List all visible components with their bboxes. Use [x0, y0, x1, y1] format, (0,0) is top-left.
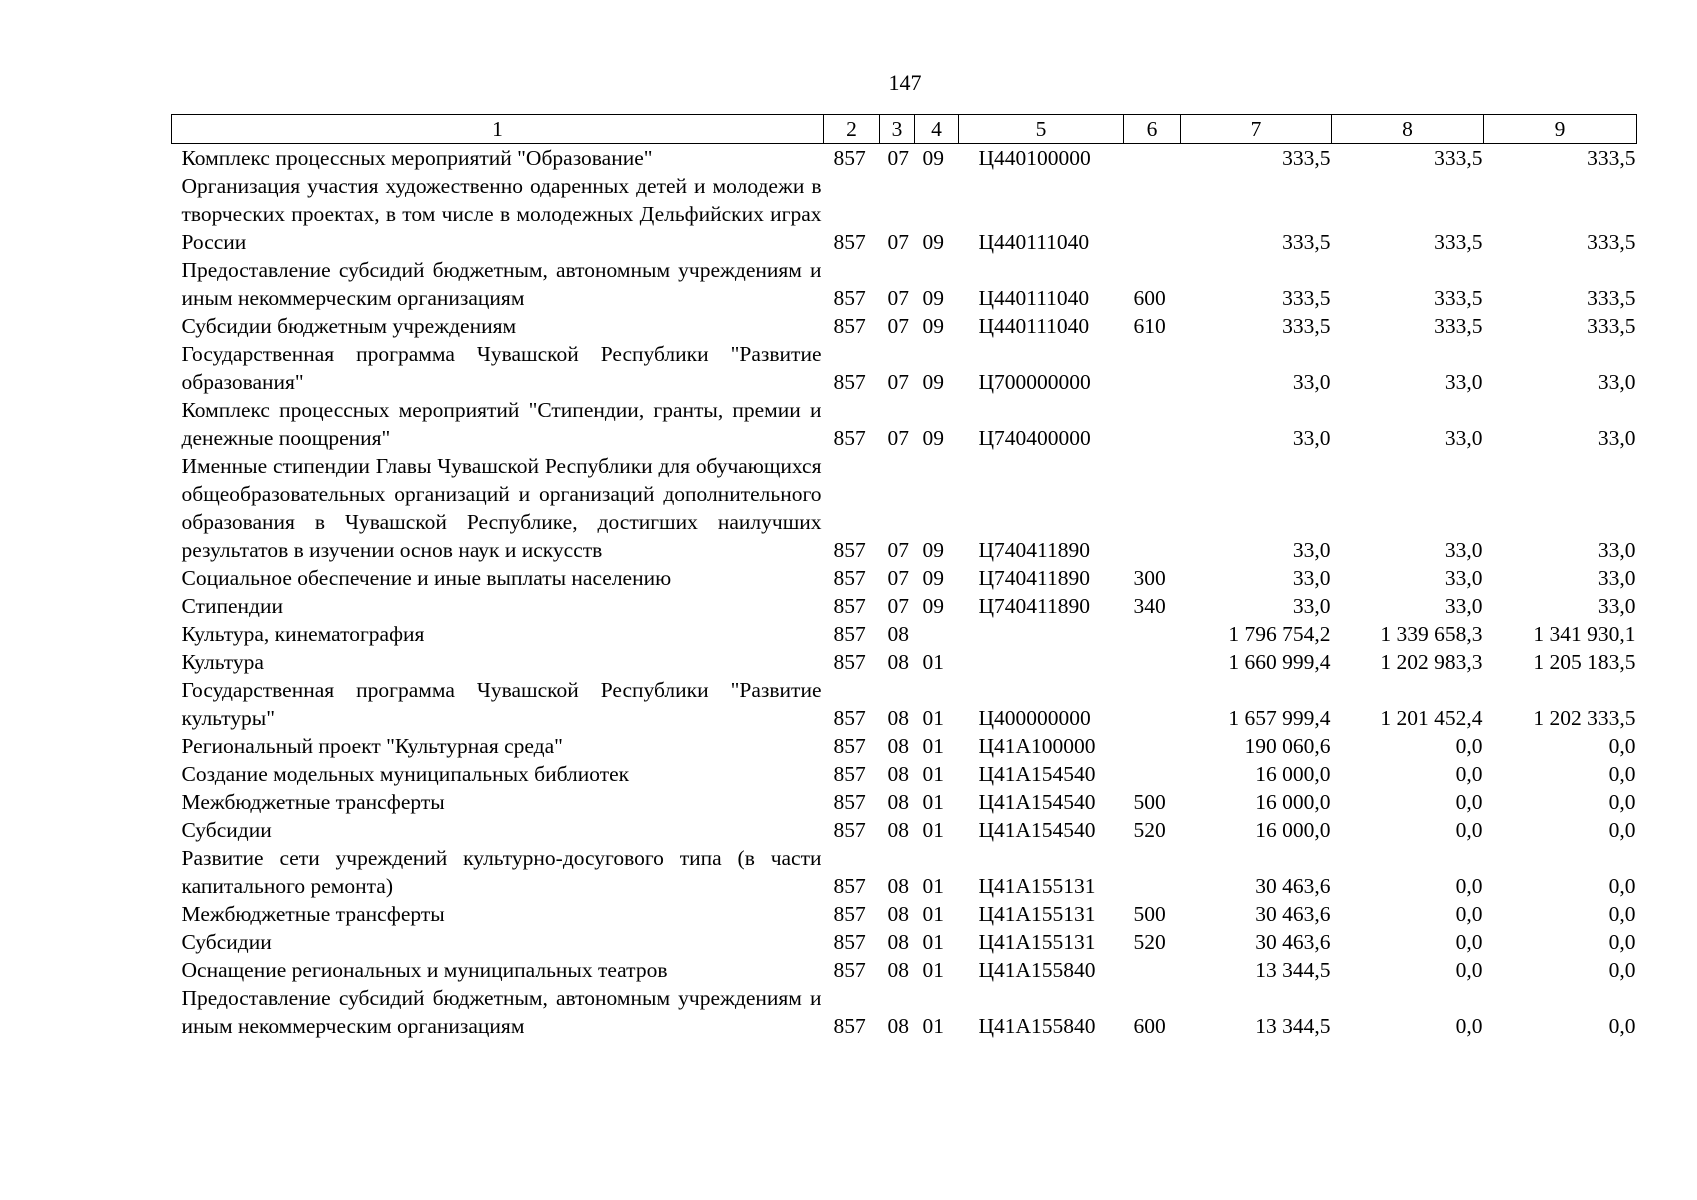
- amount-col-9: 0,0: [1608, 1014, 1636, 1038]
- expense-type-code: 600: [1133, 1014, 1166, 1038]
- header-cell-9: 9: [1484, 115, 1637, 144]
- table-row: [172, 928, 1637, 956]
- table-row: [172, 452, 1637, 564]
- header-cell-4: 4: [915, 115, 959, 144]
- header-cell-8: 8: [1332, 115, 1484, 144]
- budget-table-container: [171, 114, 1636, 1040]
- admin-code: 857: [833, 734, 866, 758]
- table-row: [172, 900, 1637, 928]
- subsection-code: 09: [922, 594, 944, 618]
- row-name: Государственная программа Чувашской Республики "Развитие культуры": [181, 678, 822, 730]
- subsection-code: 01: [922, 706, 944, 730]
- expense-type-code: [1124, 620, 1181, 648]
- amount-col-8: 333,5: [1434, 146, 1483, 170]
- amount-col-8: 33,0: [1444, 426, 1483, 450]
- row-name: Создание модельных муниципальных библиотек: [181, 762, 630, 786]
- header-cell-5: 5: [959, 115, 1124, 144]
- subsection-code: 09: [922, 538, 944, 562]
- section-code: 07: [887, 538, 909, 562]
- subsection-code: 09: [922, 370, 944, 394]
- amount-col-8: 0,0: [1455, 874, 1483, 898]
- admin-code: 857: [833, 286, 866, 310]
- admin-code: 857: [833, 930, 866, 954]
- expense-type-code: [1124, 340, 1181, 396]
- amount-col-8: 0,0: [1455, 818, 1483, 842]
- row-name: Комплекс процессных мероприятий "Стипендии, гранты, премии и денежные поощрения": [181, 398, 822, 450]
- amount-col-7: 33,0: [1292, 426, 1331, 450]
- admin-code: 857: [833, 706, 866, 730]
- admin-code: 857: [833, 818, 866, 842]
- amount-col-8: 1 202 983,3: [1380, 650, 1483, 674]
- admin-code: 857: [833, 146, 866, 170]
- expense-type-code: [1124, 956, 1181, 984]
- amount-col-7: 190 060,6: [1244, 734, 1331, 758]
- target-article-code: Ц41А155131: [978, 930, 1096, 954]
- target-article-code: [959, 648, 1124, 676]
- budget-table: [171, 114, 1637, 1040]
- table-row: [172, 172, 1637, 256]
- amount-col-9: 0,0: [1608, 902, 1636, 926]
- amount-col-7: 13 344,5: [1255, 1014, 1331, 1038]
- row-name: Оснащение региональных и муниципальных театров: [181, 958, 668, 982]
- section-code: 08: [887, 874, 909, 898]
- table-row: [172, 564, 1637, 592]
- amount-col-9: 0,0: [1608, 958, 1636, 982]
- amount-col-9: 0,0: [1608, 734, 1636, 758]
- amount-col-8: 0,0: [1455, 734, 1483, 758]
- target-article-code: Ц41А100000: [978, 734, 1096, 758]
- section-code: 08: [887, 762, 909, 786]
- row-name: Субсидии: [181, 930, 272, 954]
- row-name: Субсидии: [181, 818, 272, 842]
- expense-type-code: 600: [1133, 286, 1166, 310]
- target-article-code: Ц41А154540: [978, 818, 1096, 842]
- amount-col-9: 0,0: [1608, 874, 1636, 898]
- amount-col-9: 333,5: [1587, 286, 1636, 310]
- row-name: Комплекс процессных мероприятий "Образование": [181, 146, 653, 170]
- amount-col-8: 333,5: [1434, 314, 1483, 338]
- subsection-code: 01: [922, 734, 944, 758]
- section-code: 07: [887, 566, 909, 590]
- table-row: [172, 340, 1637, 396]
- table-row: [172, 844, 1637, 900]
- header-cell-1: 1: [172, 115, 824, 144]
- subsection-code: 09: [922, 146, 944, 170]
- target-article-code: Ц440111040: [978, 314, 1090, 338]
- subsection-code: 09: [922, 286, 944, 310]
- amount-col-7: 333,5: [1282, 230, 1331, 254]
- target-article-code: Ц400000000: [978, 706, 1091, 730]
- section-code: 07: [887, 230, 909, 254]
- subsection-code: 01: [922, 902, 944, 926]
- amount-col-9: 33,0: [1597, 370, 1636, 394]
- subsection-code: 01: [922, 650, 944, 674]
- amount-col-8: 0,0: [1455, 902, 1483, 926]
- admin-code: 857: [833, 230, 866, 254]
- table-row: [172, 144, 1637, 173]
- table-header: [172, 115, 1637, 144]
- amount-col-9: 333,5: [1587, 230, 1636, 254]
- expense-type-code: [1124, 648, 1181, 676]
- table-row: [172, 676, 1637, 732]
- table-row: [172, 788, 1637, 816]
- admin-code: 857: [833, 958, 866, 982]
- row-name: Социальное обеспечение и иные выплаты населению: [181, 566, 672, 590]
- amount-col-7: 13 344,5: [1255, 958, 1331, 982]
- target-article-code: Ц440111040: [978, 230, 1090, 254]
- amount-col-7: 33,0: [1292, 370, 1331, 394]
- section-code: 08: [887, 958, 909, 982]
- amount-col-7: 1 796 754,2: [1228, 622, 1331, 646]
- amount-col-7: 16 000,0: [1255, 818, 1331, 842]
- section-code: 08: [887, 650, 909, 674]
- amount-col-9: 0,0: [1608, 818, 1636, 842]
- expense-type-code: 610: [1133, 314, 1166, 338]
- amount-col-7: 333,5: [1282, 286, 1331, 310]
- header-cell-7: 7: [1181, 115, 1332, 144]
- section-code: 07: [887, 594, 909, 618]
- amount-col-8: 333,5: [1434, 230, 1483, 254]
- amount-col-8: 0,0: [1455, 790, 1483, 814]
- row-name: Стипендии: [181, 594, 283, 618]
- amount-col-9: 33,0: [1597, 594, 1636, 618]
- expense-type-code: [1124, 760, 1181, 788]
- admin-code: 857: [833, 566, 866, 590]
- target-article-code: Ц41А154540: [978, 790, 1096, 814]
- expense-type-code: [1124, 396, 1181, 452]
- admin-code: 857: [833, 762, 866, 786]
- section-code: 07: [887, 286, 909, 310]
- row-name: Организация участия художественно одаренных детей и молодежи в творческих проектах, в том числе в молодежных Дельфийских играх России: [181, 174, 822, 254]
- amount-col-8: 1 201 452,4: [1380, 706, 1483, 730]
- target-article-code: Ц41А155131: [978, 902, 1096, 926]
- table-row: [172, 312, 1637, 340]
- section-code: 08: [887, 818, 909, 842]
- amount-col-8: 33,0: [1444, 538, 1483, 562]
- amount-col-9: 1 341 930,1: [1533, 622, 1636, 646]
- target-article-code: Ц440111040: [978, 286, 1090, 310]
- target-article-code: Ц700000000: [978, 370, 1091, 394]
- target-article-code: Ц41А155840: [978, 958, 1096, 982]
- amount-col-8: 0,0: [1455, 762, 1483, 786]
- expense-type-code: 520: [1133, 818, 1166, 842]
- section-code: 07: [887, 146, 909, 170]
- table-row: [172, 732, 1637, 760]
- expense-type-code: 300: [1133, 566, 1166, 590]
- admin-code: 857: [833, 902, 866, 926]
- amount-col-8: 33,0: [1444, 594, 1483, 618]
- expense-type-code: [1124, 676, 1181, 732]
- header-cell-2: 2: [824, 115, 880, 144]
- amount-col-9: 0,0: [1608, 790, 1636, 814]
- amount-col-8: 0,0: [1455, 958, 1483, 982]
- section-code: 08: [887, 734, 909, 758]
- amount-col-8: 33,0: [1444, 566, 1483, 590]
- subsection-code: 01: [922, 1014, 944, 1038]
- amount-col-9: 333,5: [1587, 314, 1636, 338]
- amount-col-7: 33,0: [1292, 566, 1331, 590]
- target-article-code: Ц740400000: [978, 426, 1091, 450]
- amount-col-7: 333,5: [1282, 314, 1331, 338]
- table-row: [172, 396, 1637, 452]
- target-article-code: Ц740411890: [978, 594, 1090, 618]
- admin-code: 857: [833, 538, 866, 562]
- expense-type-code: [1124, 172, 1181, 256]
- admin-code: 857: [833, 370, 866, 394]
- amount-col-9: 0,0: [1608, 762, 1636, 786]
- target-article-code: Ц440100000: [978, 146, 1091, 170]
- admin-code: 857: [833, 594, 866, 618]
- admin-code: 857: [833, 874, 866, 898]
- subsection-code: 01: [922, 762, 944, 786]
- table-row: [172, 956, 1637, 984]
- section-code: 08: [887, 622, 909, 646]
- amount-col-7: 1 657 999,4: [1228, 706, 1331, 730]
- expense-type-code: 520: [1133, 930, 1166, 954]
- subsection-code: 01: [922, 818, 944, 842]
- amount-col-9: 33,0: [1597, 426, 1636, 450]
- admin-code: 857: [833, 1014, 866, 1038]
- page-number: 147: [888, 70, 922, 95]
- subsection-code: 01: [922, 790, 944, 814]
- row-name: Предоставление субсидий бюджетным, автономным учреждениям и иным некоммерческим организациям: [181, 986, 822, 1038]
- subsection-code: 09: [922, 426, 944, 450]
- admin-code: 857: [833, 314, 866, 338]
- row-name: Региональный проект "Культурная среда": [181, 734, 563, 758]
- expense-type-code: [1124, 732, 1181, 760]
- table-row: [172, 816, 1637, 844]
- subsection-code: 09: [922, 314, 944, 338]
- amount-col-8: 333,5: [1434, 286, 1483, 310]
- target-article-code: Ц740411890: [978, 566, 1090, 590]
- admin-code: 857: [833, 622, 866, 646]
- row-name: Именные стипендии Главы Чувашской Республики для обучающихся общеобразовательных организаций и организаций дополнительного образования в Чувашской Республике, достигших наилучших результатов в изучении основ наук и искусств: [181, 454, 822, 562]
- amount-col-7: 33,0: [1292, 538, 1331, 562]
- admin-code: 857: [833, 650, 866, 674]
- admin-code: 857: [833, 790, 866, 814]
- amount-col-7: 16 000,0: [1255, 790, 1331, 814]
- section-code: 07: [887, 370, 909, 394]
- target-article-code: Ц41А154540: [978, 762, 1096, 786]
- subsection-code: 01: [922, 930, 944, 954]
- header-cell-3: 3: [880, 115, 915, 144]
- table-row: [172, 592, 1637, 620]
- header-cell-6: 6: [1124, 115, 1181, 144]
- table-row: [172, 256, 1637, 312]
- table-row: [172, 620, 1637, 648]
- amount-col-8: 0,0: [1455, 1014, 1483, 1038]
- amount-col-9: 33,0: [1597, 566, 1636, 590]
- row-name: Культура: [181, 650, 264, 674]
- section-code: 08: [887, 706, 909, 730]
- amount-col-7: 30 463,6: [1255, 874, 1331, 898]
- section-code: 08: [887, 930, 909, 954]
- expense-type-code: [1124, 144, 1181, 173]
- expense-type-code: 500: [1133, 790, 1166, 814]
- target-article-code: Ц740411890: [978, 538, 1090, 562]
- amount-col-7: 30 463,6: [1255, 902, 1331, 926]
- subsection-code: 09: [922, 566, 944, 590]
- section-code: 08: [887, 902, 909, 926]
- table-row: [172, 984, 1637, 1040]
- expense-type-code: [1124, 844, 1181, 900]
- table-body: [172, 144, 1637, 1041]
- amount-col-8: 33,0: [1444, 370, 1483, 394]
- amount-col-7: 33,0: [1292, 594, 1331, 618]
- amount-col-9: 1 205 183,5: [1533, 650, 1636, 674]
- row-name: Предоставление субсидий бюджетным, автономным учреждениям и иным некоммерческим организациям: [181, 258, 822, 310]
- subsection-code: 01: [922, 874, 944, 898]
- amount-col-9: 1 202 333,5: [1533, 706, 1636, 730]
- amount-col-7: 30 463,6: [1255, 930, 1331, 954]
- header-row: [172, 115, 1637, 144]
- target-article-code: Ц41А155840: [978, 1014, 1096, 1038]
- amount-col-9: 333,5: [1587, 146, 1636, 170]
- amount-col-7: 333,5: [1282, 146, 1331, 170]
- expense-type-code: [1124, 452, 1181, 564]
- amount-col-9: 33,0: [1597, 538, 1636, 562]
- section-code: 08: [887, 790, 909, 814]
- row-name: Субсидии бюджетным учреждениям: [181, 314, 517, 338]
- table-row: [172, 760, 1637, 788]
- row-name: Культура, кинематография: [181, 622, 425, 646]
- amount-col-8: 0,0: [1455, 930, 1483, 954]
- section-code: 07: [887, 314, 909, 338]
- amount-col-7: 16 000,0: [1255, 762, 1331, 786]
- amount-col-7: 1 660 999,4: [1228, 650, 1331, 674]
- expense-type-code: 500: [1133, 902, 1166, 926]
- table-row: [172, 648, 1637, 676]
- subsection-code: [915, 620, 959, 648]
- row-name: Развитие сети учреждений культурно-досугового типа (в части капитального ремонта): [181, 846, 822, 898]
- target-article-code: [959, 620, 1124, 648]
- row-name: Государственная программа Чувашской Республики "Развитие образования": [181, 342, 822, 394]
- amount-col-9: 0,0: [1608, 930, 1636, 954]
- target-article-code: Ц41А155131: [978, 874, 1096, 898]
- admin-code: 857: [833, 426, 866, 450]
- row-name: Межбюджетные трансферты: [181, 902, 445, 926]
- section-code: 08: [887, 1014, 909, 1038]
- row-name: Межбюджетные трансферты: [181, 790, 445, 814]
- expense-type-code: 340: [1133, 594, 1166, 618]
- amount-col-8: 1 339 658,3: [1380, 622, 1483, 646]
- section-code: 07: [887, 426, 909, 450]
- subsection-code: 09: [922, 230, 944, 254]
- subsection-code: 01: [922, 958, 944, 982]
